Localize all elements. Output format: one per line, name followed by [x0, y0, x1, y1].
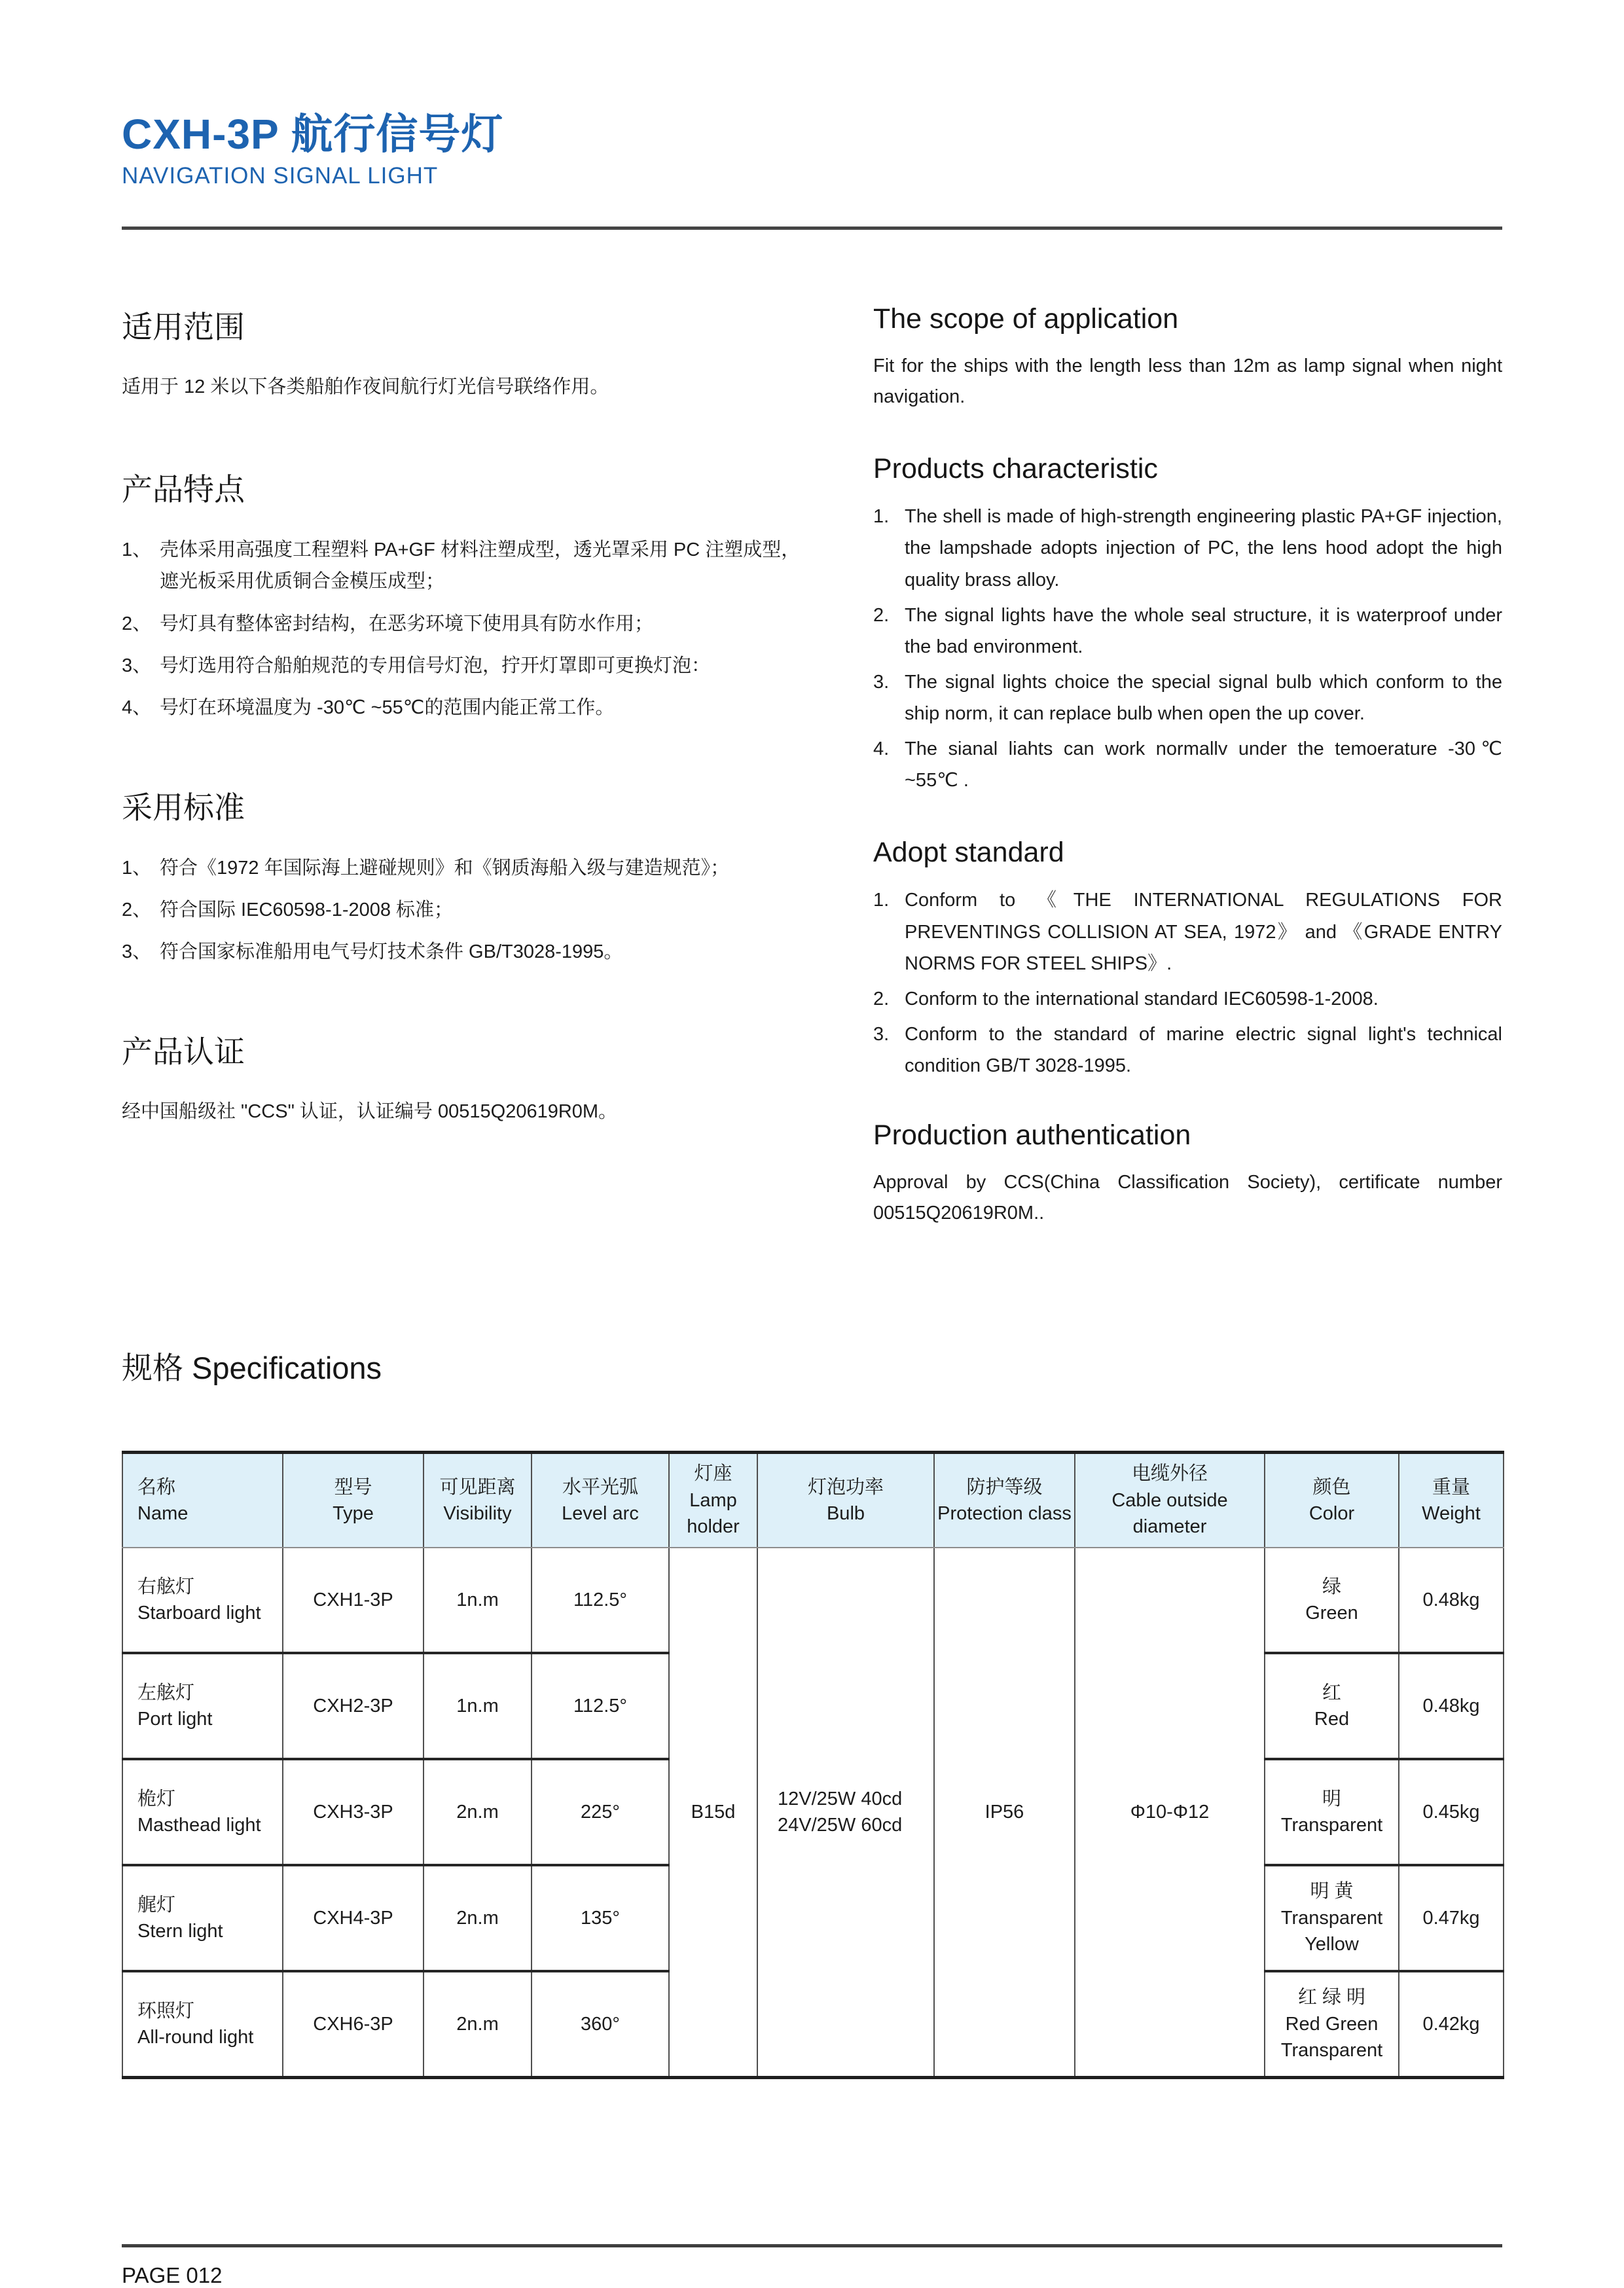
- header-en: Color: [1308, 1503, 1355, 1525]
- color-en: Red Green Transparent: [1280, 2013, 1383, 2061]
- header-en: Protection class: [937, 1503, 1072, 1525]
- list-item-number: 1、: [122, 857, 152, 879]
- list-item: [873, 733, 1502, 796]
- list-item-text: The shell is made of high-strength engineering plastic PA+GF injection, the lampshade adopts injection of PC, the lens hood adopt the high quality brass alloy.: [905, 506, 1502, 590]
- cell-color: [1265, 1548, 1399, 1653]
- cell-color: [1265, 1759, 1399, 1865]
- right-column: [873, 303, 1502, 1229]
- header-en: Weight: [1422, 1503, 1481, 1525]
- name-en: Stern light: [137, 1921, 223, 1942]
- list-item-number: 3、: [122, 655, 152, 676]
- list-item: [873, 1019, 1502, 1081]
- list-item-text: 号灯具有整体密封结构，在恶劣环境下使用具有防水作用；: [160, 613, 654, 634]
- cell-weight: 0.48kg: [1399, 1653, 1504, 1759]
- name-zh: 右舷灯: [137, 1576, 195, 1597]
- table-header-row: [122, 1453, 1504, 1548]
- list-item-text: Conform to the international standard IEC60598-1-2008.: [905, 988, 1379, 1009]
- header-zh: 水平光弧: [562, 1476, 638, 1498]
- color-zh: 绿: [1322, 1576, 1341, 1597]
- cell-level-arc: 112.5°: [532, 1653, 669, 1759]
- list-item-number: 2、: [122, 899, 152, 921]
- cell-type: CXH4-3P: [283, 1865, 424, 1971]
- header-en: Level arc: [562, 1503, 639, 1525]
- cell-weight: 0.47kg: [1399, 1865, 1504, 1971]
- scope-zh-heading: 适用范围: [122, 310, 245, 345]
- header-en: Bulb: [826, 1503, 865, 1525]
- list-item-text: The signal lights choice the special signal bulb which conform to the ship norm, it can replace bulb when open the up cover.: [905, 671, 1502, 725]
- header-zh: 可见距离: [439, 1476, 516, 1498]
- list-item-text: 符合《1972 年国际海上避碰规则》和《钢质海船入级与建造规范》；: [160, 857, 730, 879]
- column-header-cable: [1075, 1453, 1265, 1548]
- header-zh: 重量: [1432, 1476, 1470, 1498]
- list-item: [873, 600, 1502, 663]
- cell-visibility: 1n.m: [424, 1653, 532, 1759]
- section-characteristic-en: [873, 453, 1502, 796]
- column-header-protection: [934, 1453, 1075, 1548]
- scope-en-heading: The scope of application: [873, 303, 1179, 335]
- header-en: Lamp holder: [687, 1489, 740, 1538]
- column-header-weight: [1399, 1453, 1504, 1548]
- list-item: [873, 666, 1502, 729]
- cell-lamp-holder: B15d: [669, 1548, 757, 2078]
- list-item-number: 3.: [873, 1023, 890, 1045]
- color-zh: 红: [1322, 1682, 1341, 1703]
- page-number: PAGE 012: [122, 2263, 223, 2288]
- left-column: [122, 303, 810, 1127]
- cell-bulb: [757, 1548, 934, 2078]
- list-item-text: 号灯在环境温度为 -30℃ ~55℃的范围内能正常工作。: [160, 697, 615, 718]
- cell-weight: 0.45kg: [1399, 1759, 1504, 1865]
- cell-name: [122, 1971, 283, 2078]
- cell-type: CXH1-3P: [283, 1548, 424, 1653]
- column-header-bulb: [757, 1453, 934, 1548]
- list-item: [873, 501, 1502, 595]
- cell-weight: 0.42kg: [1399, 1971, 1504, 2078]
- features-zh-list: [122, 534, 810, 723]
- footer-divider: [122, 2244, 1502, 2247]
- page-title: CXH-3P 航行信号灯: [122, 111, 504, 158]
- list-item-number: 2、: [122, 613, 152, 634]
- adopt-en-heading: Adopt standard: [873, 837, 1064, 869]
- color-en: Red: [1314, 1709, 1350, 1730]
- cell-name: [122, 1759, 283, 1865]
- list-item-number: 2.: [873, 988, 890, 1009]
- section-features-zh: [122, 465, 810, 723]
- list-item-number: 4.: [873, 738, 890, 760]
- list-item-number: 1.: [873, 890, 890, 911]
- certification-zh-heading: 产品认证: [122, 1034, 245, 1070]
- name-en: Port light: [137, 1709, 213, 1730]
- list-item-text: The sianal liahts can work normallv under the temoerature -30℃ ~55℃ .: [905, 738, 1502, 791]
- column-header-color: [1265, 1453, 1399, 1548]
- cell-visibility: 1n.m: [424, 1548, 532, 1653]
- column-header-visibility: [424, 1453, 532, 1548]
- column-header-level-arc: [532, 1453, 669, 1548]
- column-header-name: [122, 1453, 283, 1548]
- cell-type: CXH6-3P: [283, 1971, 424, 2078]
- section-authentication-en: [873, 1119, 1502, 1229]
- list-item: [873, 983, 1502, 1015]
- list-item-number: 1.: [873, 506, 890, 528]
- list-item: [122, 936, 810, 968]
- section-scope-zh: [122, 303, 810, 403]
- column-header-type: [283, 1453, 424, 1548]
- characteristic-en-heading: Products characteristic: [873, 453, 1158, 485]
- name-zh: 左舷灯: [137, 1682, 195, 1703]
- cell-color: [1265, 1653, 1399, 1759]
- header-zh: 灯泡功率: [807, 1476, 884, 1498]
- header-zh: 电缆外径: [1131, 1463, 1208, 1485]
- page-footer: [122, 2244, 1502, 2288]
- list-item: [873, 884, 1502, 979]
- cell-type: CXH2-3P: [283, 1653, 424, 1759]
- cell-level-arc: 112.5°: [532, 1548, 669, 1653]
- list-item-text: 符合国际 IEC60598-1-2008 标准；: [160, 899, 454, 921]
- table-row: [122, 1548, 1504, 1653]
- list-item-number: 2.: [873, 604, 890, 626]
- list-item: [122, 534, 810, 597]
- color-en: Green: [1305, 1603, 1358, 1624]
- list-item-text: 符合国家标准船用电气号灯技术条件 GB/T3028-1995。: [160, 941, 623, 963]
- header-zh: 型号: [334, 1476, 372, 1498]
- header-en: Name: [137, 1503, 189, 1525]
- cell-name: [122, 1653, 283, 1759]
- color-zh: 明: [1322, 1788, 1341, 1809]
- list-item: [122, 650, 810, 681]
- list-item-text: 号灯选用符合船舶规范的专用信号灯泡，拧开灯罩即可更换灯泡：: [160, 655, 711, 676]
- list-item-text: The signal lights have the whole seal structure, it is waterproof under the bad environment.: [905, 604, 1502, 657]
- column-header-lamp-holder: [669, 1453, 757, 1548]
- cell-weight: 0.48kg: [1399, 1548, 1504, 1653]
- header-zh: 名称: [137, 1476, 176, 1498]
- adopt-en-list: [873, 884, 1502, 1081]
- header-zh: 灯座: [694, 1463, 732, 1485]
- color-zh: 明 黄: [1310, 1881, 1354, 1902]
- cell-level-arc: 225°: [532, 1759, 669, 1865]
- color-zh: 红 绿 明: [1297, 1987, 1366, 2008]
- list-item-number: 1、: [122, 539, 152, 561]
- authentication-en-heading: Production authentication: [873, 1119, 1191, 1152]
- features-zh-heading: 产品特点: [122, 472, 245, 507]
- specifications-table: [122, 1451, 1504, 2079]
- cell-color: [1265, 1971, 1399, 2078]
- cell-name: [122, 1865, 283, 1971]
- cell-color: [1265, 1865, 1399, 1971]
- cell-protection: IP56: [934, 1548, 1075, 2078]
- cell-level-arc: 135°: [532, 1865, 669, 1971]
- header-zh: 颜色: [1312, 1476, 1351, 1498]
- list-item-text: 壳体采用高强度工程塑料 PA+GF 材料注塑成型，透光罩采用 PC 注塑成型，遮光板采用优质铜合金模压成型；: [160, 539, 801, 592]
- cell-level-arc: 360°: [532, 1971, 669, 2078]
- cell-visibility: 2n.m: [424, 1971, 532, 2078]
- scope-en-body: Fit for the ships with the length less than 12m as lamp signal when night navigation.: [873, 355, 1502, 408]
- section-standards-zh: [122, 784, 810, 968]
- page-subtitle: NAVIGATION SIGNAL LIGHT: [122, 163, 439, 189]
- name-en: Masthead light: [137, 1815, 261, 1836]
- authentication-en-body: Approval by CCS(China Classification Society), certificate number 00515Q20619R0M..: [873, 1172, 1502, 1224]
- cell-cable: Φ10-Φ12: [1075, 1548, 1265, 2078]
- list-item: [122, 894, 810, 926]
- list-item: [122, 692, 810, 723]
- name-zh: 环照灯: [137, 2000, 195, 2022]
- list-item-number: 4、: [122, 697, 152, 718]
- header-zh: 防护等级: [966, 1476, 1043, 1498]
- cell-type: CXH3-3P: [283, 1759, 424, 1865]
- name-en: All-round light: [137, 2027, 254, 2048]
- list-item: [122, 852, 810, 884]
- section-scope-en: [873, 303, 1502, 412]
- section-certification-zh: [122, 1028, 810, 1127]
- content-columns: [122, 303, 1502, 1229]
- list-item-number: 3、: [122, 941, 152, 963]
- header-en: Visibility: [443, 1503, 512, 1525]
- cell-visibility: 2n.m: [424, 1759, 532, 1865]
- certification-zh-body: 经中国船级社 "CCS" 认证，认证编号 00515Q20619R0M。: [122, 1101, 618, 1123]
- name-zh: 艉灯: [137, 1894, 176, 1916]
- header-divider: [122, 227, 1502, 230]
- name-en: Starboard light: [137, 1603, 261, 1624]
- list-item-text: Conform to 《THE INTERNATIONAL REGULATIONS FOR PREVENTINGS COLLISION AT SEA, 1972》 and 《GRADE ENTRY NORMS FOR STEEL SHIPS》.: [905, 890, 1502, 974]
- color-en: Transparent Yellow: [1280, 1907, 1383, 1955]
- specifications-heading: 规格 Specifications: [122, 1351, 382, 1386]
- bulb-line-2: 24V/25W 60cd: [778, 1815, 903, 1836]
- scope-zh-body: 适用于 12 米以下各类船舶作夜间航行灯光信号联络作用。: [122, 376, 609, 398]
- section-adopt-en: [873, 837, 1502, 1081]
- color-en: Transparent: [1280, 1815, 1383, 1836]
- characteristic-en-list: [873, 501, 1502, 796]
- bulb-line-1: 12V/25W 40cd: [778, 1788, 903, 1809]
- header-en: Cable outside diameter: [1111, 1489, 1228, 1538]
- header-en: Type: [333, 1503, 374, 1525]
- cell-visibility: 2n.m: [424, 1865, 532, 1971]
- standards-zh-list: [122, 852, 810, 968]
- list-item: [122, 608, 810, 640]
- list-item-number: 3.: [873, 671, 890, 693]
- cell-name: [122, 1548, 283, 1653]
- name-zh: 桅灯: [137, 1788, 176, 1809]
- standards-zh-heading: 采用标准: [122, 790, 245, 825]
- list-item-text: Conform to the standard of marine electric signal light's technical condition GB/T 3028-1995.: [905, 1023, 1502, 1077]
